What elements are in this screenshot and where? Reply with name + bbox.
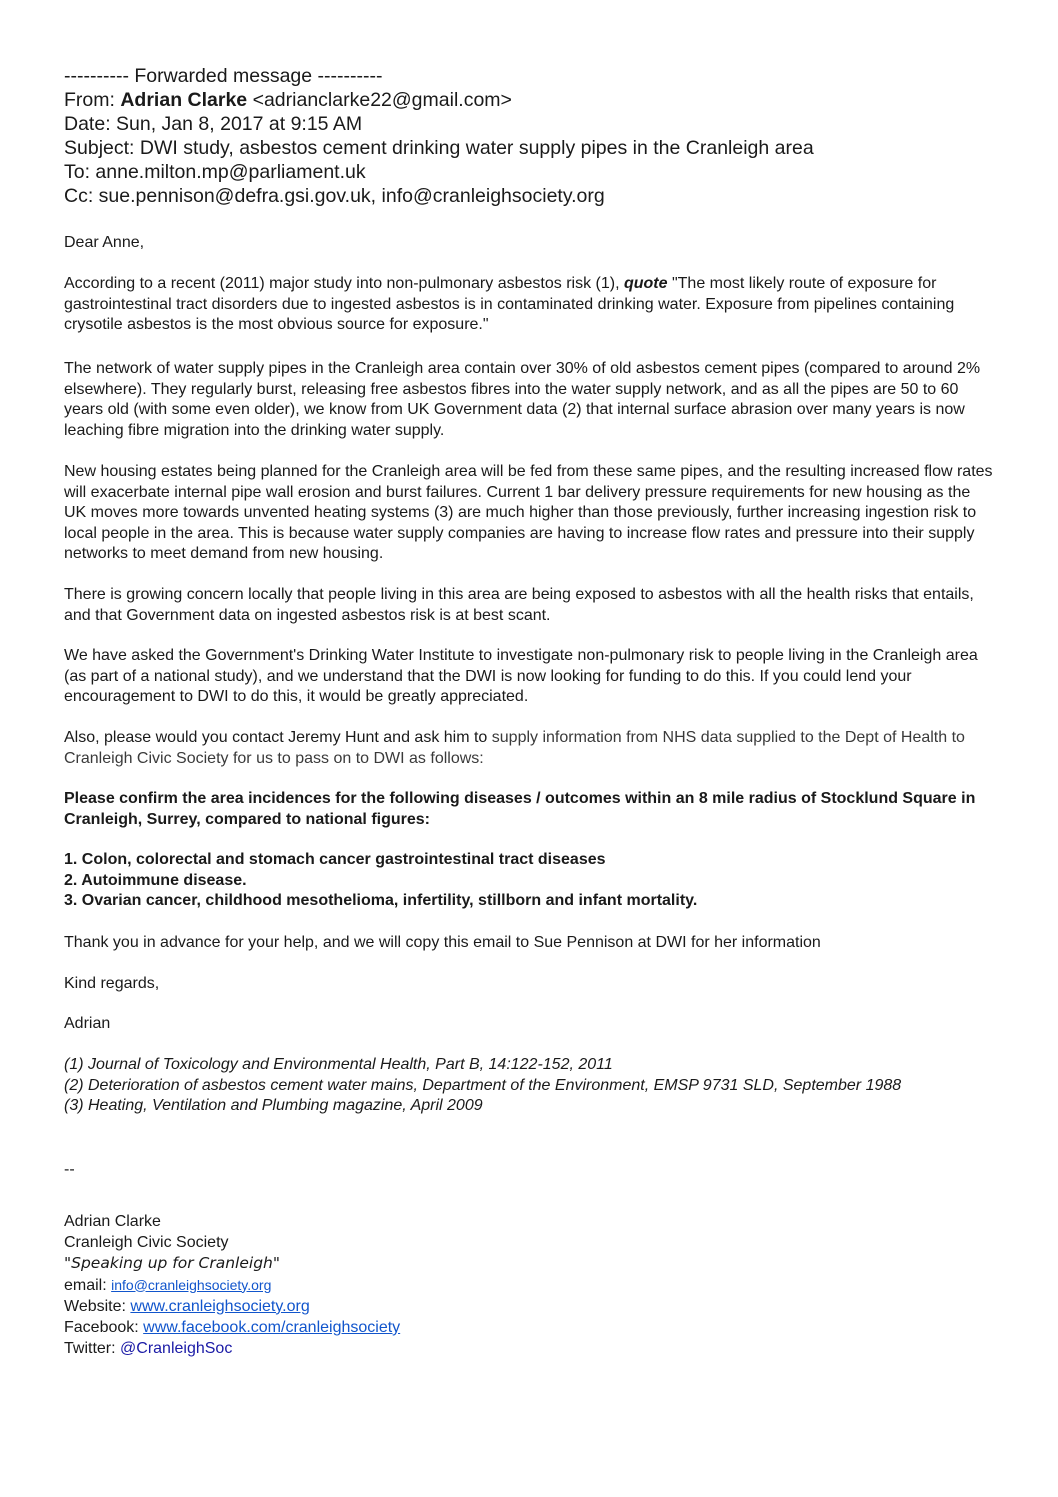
to-line: To: anne.milton.mp@parliament.uk [64, 161, 366, 183]
reference-item: (1) Journal of Toxicology and Environmental Health, Part B, 14:122-152, 2011 [64, 1056, 613, 1073]
email-link[interactable]: info@cranleighsociety.org [111, 1276, 272, 1293]
date-line: Date: Sun, Jan 8, 2017 at 9:15 AM [64, 113, 363, 135]
signature-twitter-row [64, 1338, 400, 1359]
signature-separator: -- [64, 1161, 75, 1178]
quote-label: quote [623, 275, 668, 292]
paragraph-request-intro-b: supply information from NHS data supplied to the Dept of Health to Cranleigh Civic Society for us to pass on to DWI as follows: [64, 729, 965, 767]
disease-list [64, 850, 994, 912]
references [64, 1055, 968, 1117]
paragraph-study-quote: "The most likely route of exposure for gastrointestinal tract disorders due to ingested asbestos is in contaminated drinking water. Exposure from pipelines containing crysotile asbestos is the most obvious source for exposure." [64, 275, 955, 333]
signature-slogan: "Speaking up for Cranleigh" [64, 1254, 281, 1273]
forwarded-header [64, 64, 998, 208]
sender-name: Adrian Clarke [120, 89, 248, 111]
reference-item: (3) Heating, Ventilation and Plumbing magazine, April 2009 [64, 1097, 483, 1114]
list-item: 2. Autoimmune disease. [64, 871, 247, 889]
sender-email: <adrianclarke22@gmail.com> [252, 89, 512, 111]
from-label: From: [64, 89, 115, 111]
signature-org: Cranleigh Civic Society [64, 1234, 229, 1252]
request-paragraph: Please confirm the area incidences for the following diseases / outcomes within an 8 mile radius of Stocklund Square in Cranleigh, Surrey, compared to national figures: [64, 790, 976, 828]
facebook-link[interactable]: www.facebook.com/cranleighsociety [143, 1319, 401, 1337]
paragraph-study [64, 274, 994, 336]
signature-block [64, 1211, 400, 1359]
website-label: Website: [64, 1297, 131, 1315]
subject-line: Subject: DWI study, asbestos cement drinking water supply pipes in the Cranleigh area [64, 137, 814, 159]
cc-line: Cc: sue.pennison@defra.gsi.gov.uk, info@cranleighsociety.org [64, 185, 605, 207]
paragraph-request-intro-a: Also, please would you contact Jeremy Hunt and ask him to [64, 729, 492, 746]
from-line [64, 88, 998, 112]
email-label: email: [64, 1276, 112, 1294]
greeting: Dear Anne, [64, 234, 145, 251]
paragraph-network: The network of water supply pipes in the Cranleigh area contain over 30% of old asbestos cement pipes (compared to around 2% elsewhere). They regularly burst, releasing free asbestos fibres into the water supply network, and as all the pipes are 50 to 60 years old (with some even older), we know from UK Government data (2) that internal surface abrasion over many years is now leaching fibre migration into the drinking water supply. [64, 360, 981, 439]
website-link[interactable]: www.cranleighsociety.org [130, 1297, 310, 1315]
thanks-line: Thank you in advance for your help, and we will copy this email to Sue Pennison at DWI for her information [64, 934, 821, 951]
facebook-label: Facebook: [64, 1319, 144, 1337]
signature-email-row [64, 1275, 400, 1296]
sender-first-name: Adrian [64, 1015, 111, 1032]
paragraph-request-intro [64, 728, 994, 769]
signature-facebook-row [64, 1317, 400, 1338]
signature-website-row [64, 1296, 400, 1317]
paragraph-study-intro: According to a recent (2011) major study into non-pulmonary asbestos risk (1), [64, 275, 624, 292]
list-item: 3. Ovarian cancer, childhood mesothelioma, infertility, stillborn and infant mortality. [64, 892, 698, 909]
regards-line: Kind regards, [64, 975, 160, 992]
paragraph-dwi: We have asked the Government's Drinking Water Institute to investigate non-pulmonary risk to people living in the Cranleigh area (as part of a national study), and we understand that the DWI is now looking for funding to do this. If you could lend your encouragement to DWI to do this, it would be greatly appreciated. [64, 647, 978, 705]
twitter-label: Twitter: [64, 1340, 121, 1358]
forwarded-line: ---------- Forwarded message ---------- [64, 65, 383, 87]
signature-name: Adrian Clarke [64, 1213, 161, 1230]
reference-item: (2) Deterioration of asbestos cement water mains, Department of the Environment, EMSP 9731 SLD, September 1988 [64, 1076, 902, 1094]
list-item: 1. Colon, colorectal and stomach cancer gastrointestinal tract diseases [64, 851, 606, 868]
paragraph-housing: New housing estates being planned for the Cranleigh area will be fed from these same pipes, and the resulting increased flow rates will exacerbate internal pipe wall erosion and burst failures. Current 1 bar delivery pressure requirements for new housing as the UK moves more towards unvented heating systems (3) are much higher than those previously, further increasing ingestion risk to local people in the area. This is because water supply companies are having to increase flow rates and pressure into their supply networks to meet demand from new housing. [64, 463, 993, 562]
twitter-link[interactable]: @CranleighSoc [120, 1340, 233, 1358]
paragraph-concern: There is growing concern locally that people living in this area are being exposed to asbestos with all the health risks that entails, and that Government data on ingested asbestos risk is at best scant. [64, 586, 974, 624]
